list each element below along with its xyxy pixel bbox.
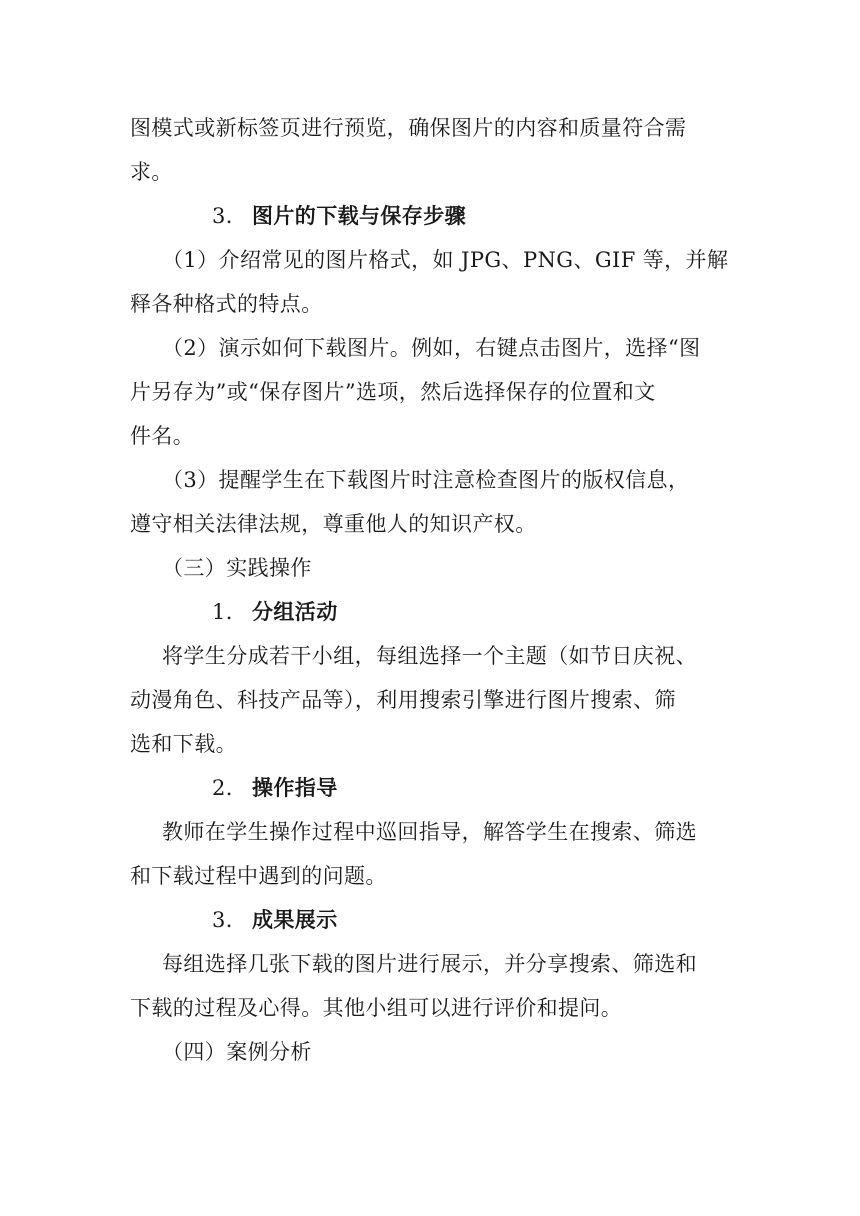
heading-number: 3. — [212, 908, 233, 932]
paragraph-line: 选和下载。 — [130, 732, 237, 756]
paragraph-line: 遵守相关法律法规，尊重他人的知识产权。 — [130, 512, 537, 536]
paragraph-line: 释各种格式的特点。 — [130, 292, 323, 316]
paragraph-line: （2）演示如何下载图片。例如，右键点击图片，选择“图 — [162, 336, 701, 360]
paragraph-line: 件名。 — [130, 424, 195, 448]
section-heading — [130, 194, 730, 238]
paragraph-line: 下载的过程及心得。其他小组可以进行评价和提问。 — [130, 996, 623, 1020]
paragraph-line: 求。 — [130, 160, 173, 184]
heading-text: 图片的下载与保存步骤 — [252, 203, 466, 228]
heading-number: 2. — [212, 776, 233, 800]
heading-text: 操作指导 — [252, 775, 338, 800]
subsection-title: （四）案例分析 — [162, 1040, 312, 1064]
subsection-title: （三）实践操作 — [162, 556, 312, 580]
heading-text: 分组活动 — [252, 599, 338, 624]
paragraph-line: （3）提醒学生在下载图片时注意检查图片的版权信息， — [162, 468, 690, 492]
paragraph-line: 教师在学生操作过程中巡回指导，解答学生在搜索、筛选 — [162, 820, 697, 844]
paragraph-line: 片另存为”或“保存图片”选项，然后选择保存的位置和文 — [130, 380, 656, 404]
paragraph-line: 图模式或新标签页进行预览，确保图片的内容和质量符合需 — [130, 116, 687, 140]
paragraph-line: 每组选择几张下载的图片进行展示，并分享搜索、筛选和 — [162, 952, 697, 976]
paragraph-line: 将学生分成若干小组，每组选择一个主题（如节日庆祝、 — [162, 644, 697, 668]
heading-number: 3. — [212, 204, 233, 228]
heading-text: 成果展示 — [252, 907, 338, 932]
document-body — [130, 106, 730, 1074]
paragraph-line: （1）介绍常见的图片格式，如 JPG、PNG、GIF 等，并解 — [162, 248, 729, 272]
heading-number: 1. — [212, 600, 233, 624]
section-heading — [130, 766, 730, 810]
paragraph-line: 和下载过程中遇到的问题。 — [130, 864, 387, 888]
paragraph-line: 动漫角色、科技产品等），利用搜索引擎进行图片搜索、筛 — [130, 688, 676, 712]
section-heading — [130, 590, 730, 634]
section-heading — [130, 898, 730, 942]
